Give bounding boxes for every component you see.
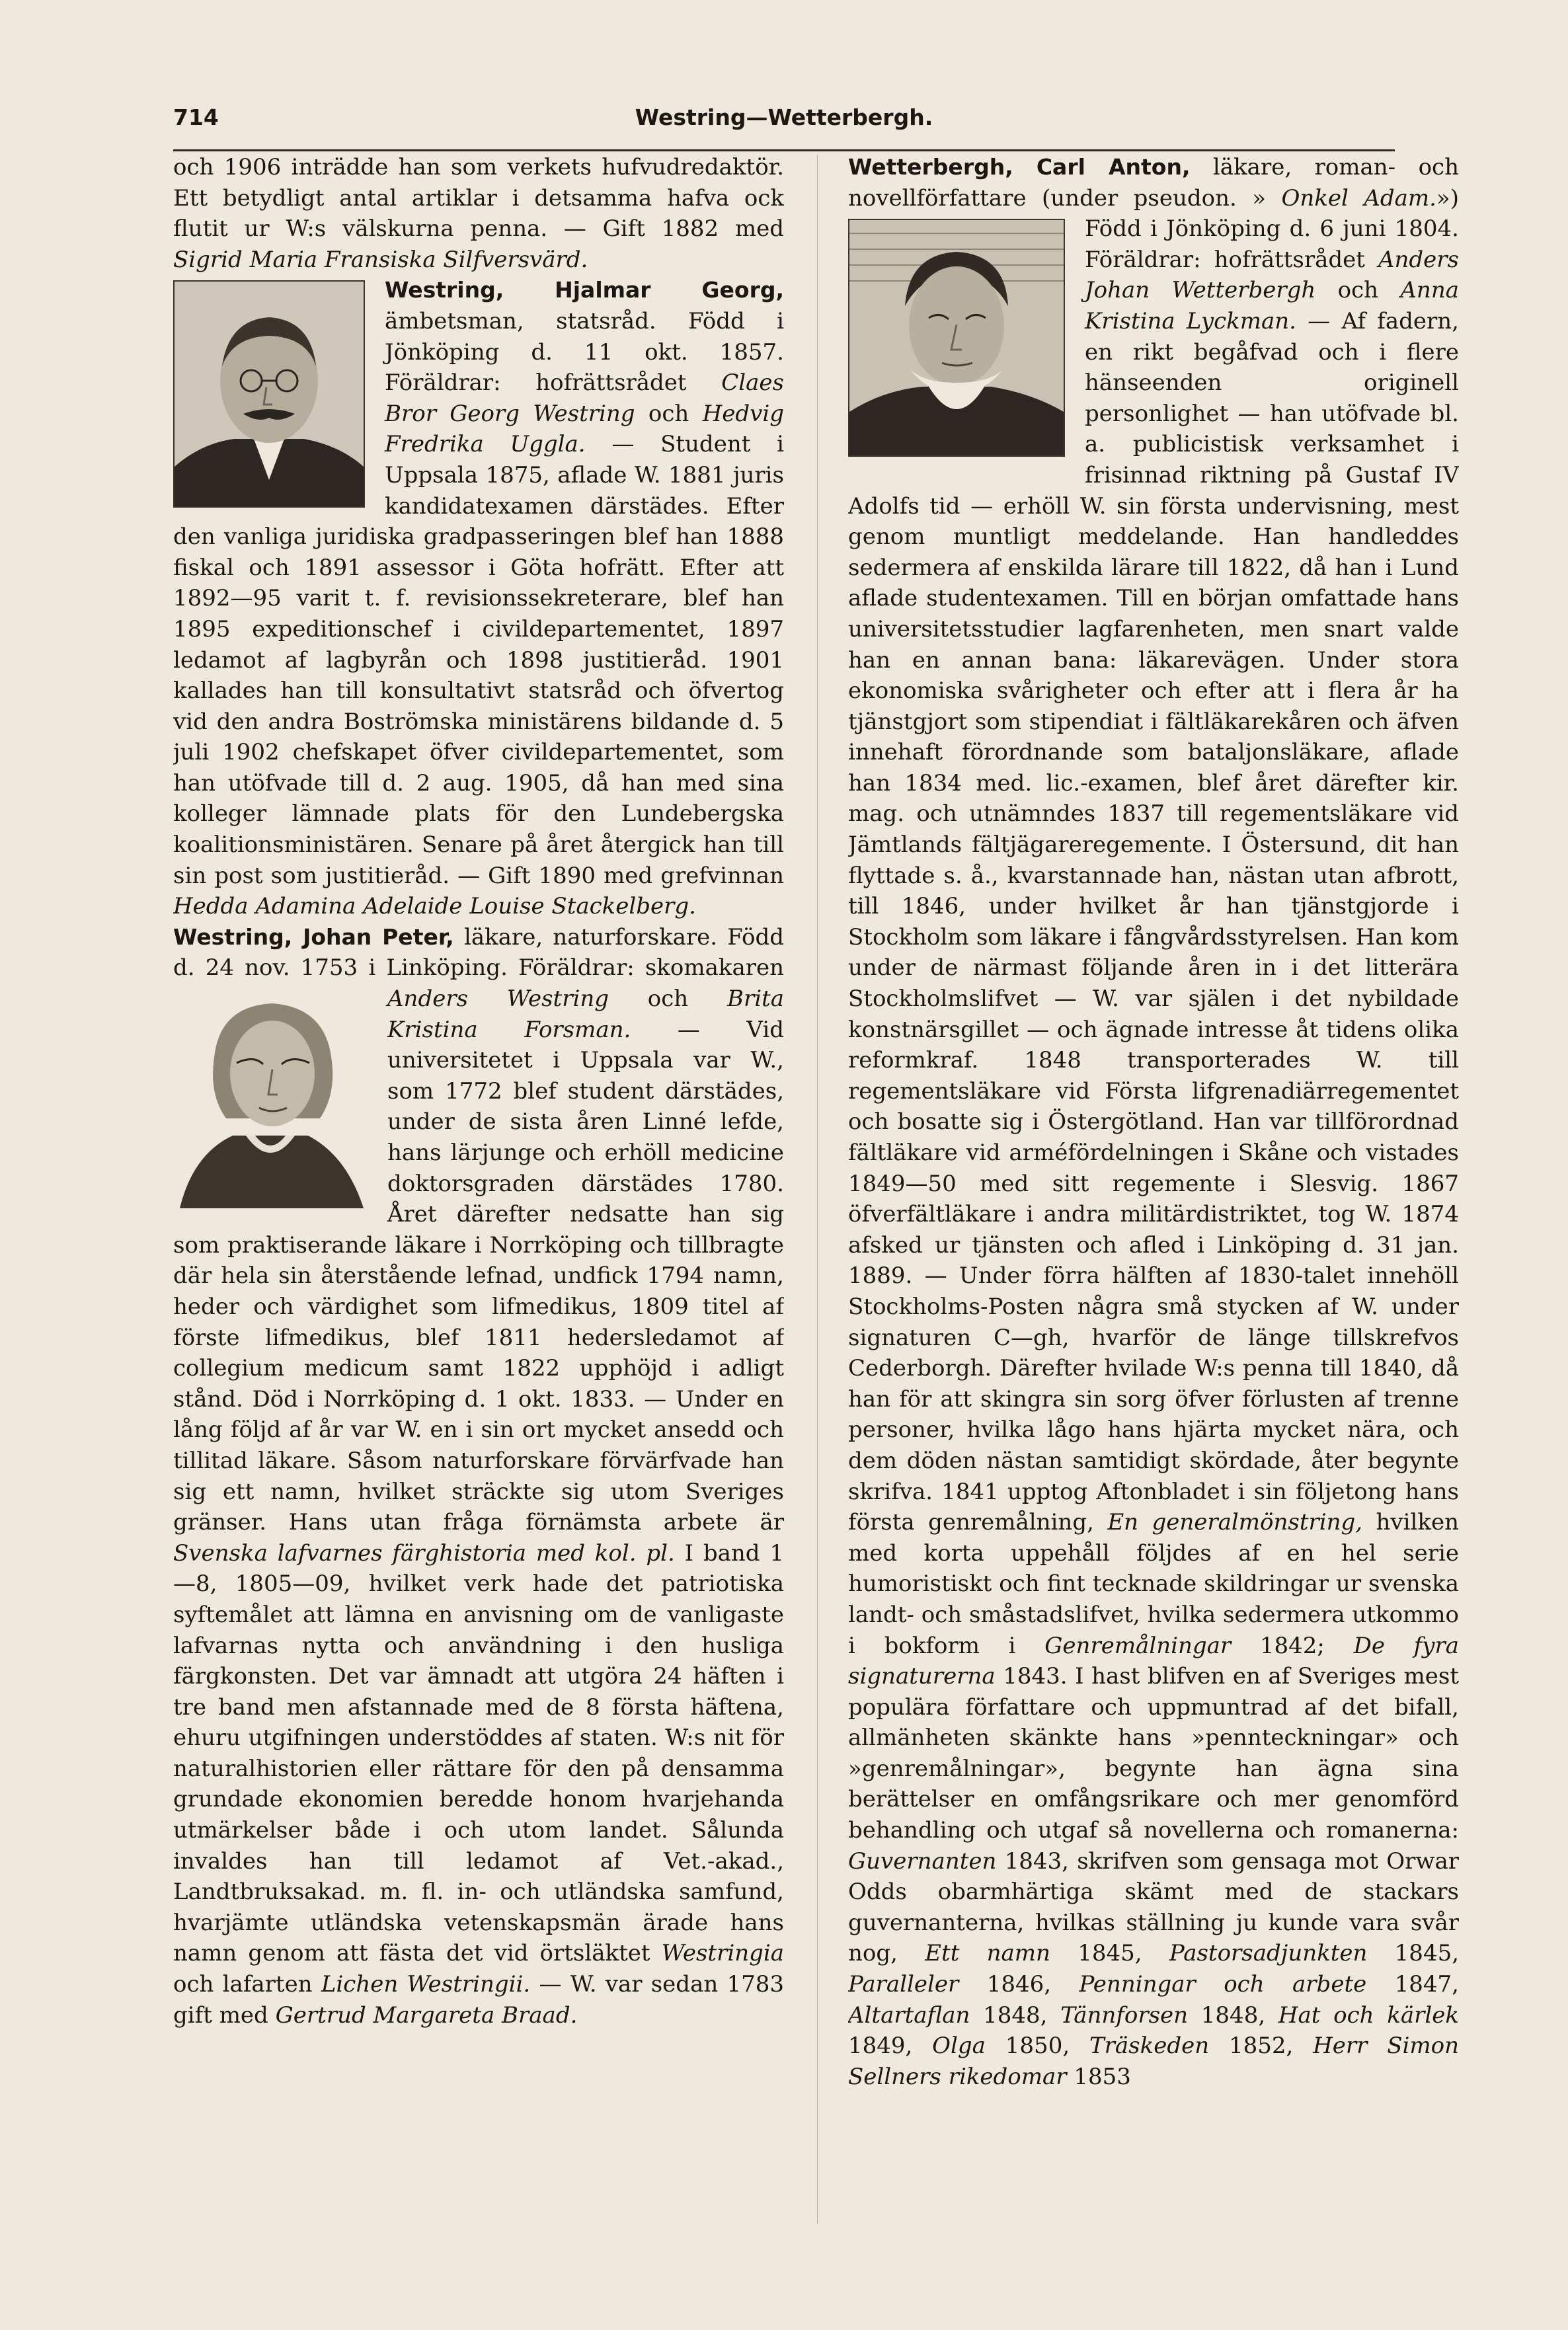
work-title: De fyra signaturerna <box>848 1632 1459 1690</box>
entry-name: Wetterbergh, Carl Anton, <box>848 154 1191 180</box>
work-title: Olga <box>932 2033 986 2060</box>
portrait-johan-westring <box>173 989 368 1208</box>
running-title: Westring—Wetterbergh. <box>635 104 933 130</box>
left-column <box>173 152 784 2241</box>
work-title: Träskeden <box>1089 2033 1210 2060</box>
entry-carl-anton-wetterbergh: Wetterbergh, Carl Anton, läkare, roman- och novellförfattare (under pseudon. » Onkel Adam.») Född i Jönköping d. 6 juni 1804. Föräldrar: hofrättsrådet Anders Johan Wetterbergh och Anna Kristina Lyckman. — Af fadern, en rikt begåfvad och i flere hänseenden originell personlighet — han utöfvade bl. a. publicistisk verksamhet i frisinnad riktning på Gustaf IV Adolfs tid — erhöll W. sin första undervisning, mest genom muntligt meddelande. Han handleddes sedermera af enskilda lärare till 1822, då han i Lund aflade studentexamen. Till en början omfattade hans universitetsstudier lagfarenheten, men snart valde han en annan bana: läkarevägen. Under stora ekonomiska svårigheter och efter att i flera år ha tjänstgjort som stipendiat i fältläkarekåren och äfven innehaft förordnande som bataljonsläkare, aflade han 1834 med. lic.-examen, blef året därefter kir. mag. och utnämndes 1837 till regementsläkare vid Jämtlands fältjägareregemente. I Östersund, dit han flyttade s. å., kvarstannade han, nästan utan afbrott, till 1846, under hvilket år han tjänstgjorde i Stockholm som läkare i fångvårdsstyrelsen. Han kom under de närmast följande åren in i det litterära Stockholmslifvet — W. var själen i det nybildade konstnärsgillet — och ägnade intresse åt tidens olika reformkraf. 1848 transporterades W. till regementsläkare vid Första lifgrenadiärregementet och bosatte sig i Östergötland. Han var tillförordnad fältläkare vid arméfördelningen i Skåne och vistades 1849—50 med sitt regemente i Slesvig. 1867 öfverfältläkare i andra militärdistriktet, tog W. 1874 afsked ur tjänsten och afled i Linköping d. 31 jan. 1889. — Under förra hälften af 1830-talet innehöll Stockholms-Posten några små stycken af W. under signaturen C—gh, hvarför de länge tillskrefvos Cederborgh. Därefter hvilade W:s penna till 1840, då han för att skingra sin sorg öfver förlusten af trenne personer, hvilka lågo hans hjärta mycket nära, och dem döden nästan samtidigt skördade, åter begynte skrifva. 1841 upptog Aftonbladet i sin följetong hans första genremålning, En generalmönstring, hvilken med korta uppehåll följdes af en hel serie humoristiskt och fint tecknade skildringar ur svenska landt- och småstadslifvet, hvilka sedermera utkommo i bokform i Genremålningar 1842; De fyra signaturerna 1843. I hast blifven en af Sveriges mest populära författare och uppmuntrad af det bifall, allmänheten skänkte hans »pennteckningar» och »genremålningar», begynte han ägna sina berättelser en omfångsrikare och mer genomförd behandling och utgaf så novellerna och romanerna: Guvernanten 1843, skrifven som gensaga mot Orwar Odds obarmhärtiga skämt med de stackars guvernanterna, hvilkas ställning ju kunde vara svår nog, Ett namn 1845, Pastorsadjunkten 1845, Paralleler 1846, Penningar och arbete 1847, Altartaflan 1848, Tännforsen 1848, Hat och kärlek 1849, Olga 1850, Träskeden 1852, Herr Simon Sellners rikedomar 1853 <box>848 154 1459 2090</box>
continued-entry: och 1906 inträdde han som verkets hufvudredaktör. Ett betydligt antal artiklar i detsamma hafva ock flutit ur W:s välskurna penna. — Gift 1882 med Sigrid Maria Fransiska Silfversvärd. <box>173 154 784 273</box>
work-title: Ett namn <box>925 1940 1050 1967</box>
work-title: Herr Simon Sellners rikedomar <box>848 2033 1459 2090</box>
column-divider <box>817 155 818 2224</box>
work-title: Paralleler <box>848 1971 959 1998</box>
work-title: Genremålningar <box>1044 1632 1232 1659</box>
page-number: 714 <box>173 104 219 130</box>
pseudonym: Onkel Adam. <box>1281 184 1436 212</box>
header-rule <box>173 149 1395 151</box>
work-title: Svenska lafvarnes färghistoria med kol. pl. <box>173 1539 675 1567</box>
entry-johan-westring: Westring, Johan Peter, läkare, naturforskare. Född d. 24 nov. 1753 i Linköping. Föräldrar: skomakaren Anders Westring och Brita Kristina Forsman. — Vid universitetet i Uppsala var W., som 1772 blef student därstädes, under de sista åren Linné lefde, hans lärjunge och erhöll medicine doktorsgraden därstädes 1780. Året därefter nedsatte han sig som praktiserande läkare i Norrköping och tillbragte där hela sin återstående lefnad, undfick 1794 namn, heder och värdighet som lifmedikus, 1809 titel af förste lifmedikus, blef 1811 hedersledamot af collegium medicum samt 1822 upphöjd i adligt stånd. Död i Norrköping d. 1 okt. 1833. — Under en lång följd af år var W. en i sin ort mycket ansedd och tillitad läkare. Såsom naturforskare förvärfvade han sig ett namn, hvilket sträckte sig utom Sveriges gränser. Hans utan fråga förnämsta arbete är Svenska lafvarnes färghistoria med kol. pl. I band 1—8, 1805—09, hvilket verk hade det patriotiska syftemålet att lämna en anvisning om de vanligaste lafvarnas nytta och användning i den husliga färgkonsten. Det var ämnadt att utgöra 24 häften i tre band men afstannade med de 8 första häftena, ehuru utgifningen understöddes af staten. W:s nit för naturalhistorien eller rättare för den på densamma grundade ekonomien beredde honom hvarjehanda utmärkelser både i och utom landet. Sålunda invaldes han till ledamot af Vet.-akad., Landtbruksakad. m. fl. in- och utländska samfund, hvarjämte utländska vetenskapsmän ärade hans namn genom att fästa det vid örtsläktet Westringia och lafarten Lichen Westringii. — W. var sedan 1783 gift med Gertrud Margareta Braad. <box>173 923 784 2029</box>
work-title: Penningar och arbete <box>1079 1971 1367 1998</box>
work-title: Guvernanten <box>848 1847 997 1875</box>
portrait-hjalmar-westring <box>173 280 365 508</box>
work-title: Altartaflan <box>848 2001 970 2029</box>
work-title: En generalmönstring, <box>1107 1509 1363 1536</box>
entry-name: Westring, Hjalmar Georg, <box>385 277 784 303</box>
entry-hjalmar-westring: Westring, Hjalmar Georg, ämbetsman, statsråd. Född i Jönköping d. 11 okt. 1857. Föräldrar: hofrättsrådet Claes Bror Georg Westring och Hedvig Fredrika Uggla. — Student i Uppsala 1875, aflade W. 1881 juris kandidatexamen därstädes. Efter den vanliga juridiska gradpasseringen blef han 1888 fiskal och 1891 assessor i Göta hofrätt. Efter att 1892—95 varit t. f. revisionssekreterare, blef han 1895 expeditionschef i civildepartementet, 1897 ledamot af lagbyrån och 1898 justitieråd. 1901 kallades han till konsultativt statsråd och öfvertog vid den andra Boströmska ministärens bildande d. 5 juli 1902 chefskapet öfver civildepartementet, som han utöfvade till d. 2 aug. 1905, då han med sina kolleger lämnade plats för den Lundebergska koalitionsministären. Senare på året återgick han till sin post som justitieråd. — Gift 1890 med grefvinnan Hedda Adamina Adelaide Louise Stackelberg. <box>173 277 784 920</box>
portrait-carl-anton-wetterbergh <box>848 219 1065 457</box>
work-title: Tännforsen <box>1060 2001 1189 2029</box>
entry-name: Westring, Johan Peter, <box>173 923 454 950</box>
right-column <box>848 152 1459 2241</box>
running-head <box>173 104 1395 141</box>
work-title: Hat och kärlek <box>1278 2001 1459 2029</box>
spouse-name: Sigrid Maria Fransiska Silfversvärd. <box>173 246 588 273</box>
work-title: Pastorsadjunkten <box>1169 1940 1368 1967</box>
